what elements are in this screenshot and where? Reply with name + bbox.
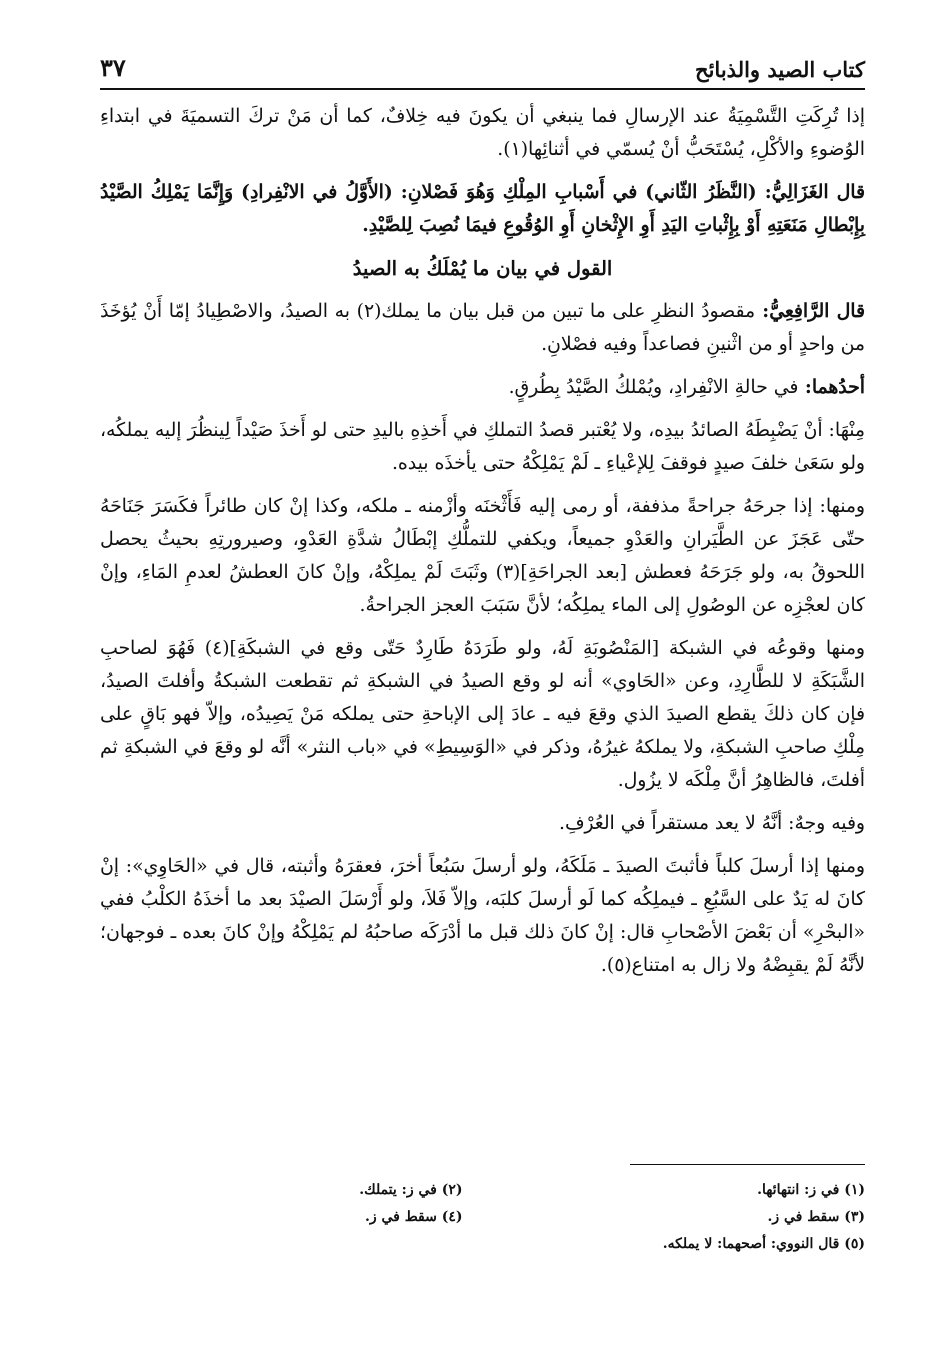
ghazali-lead: قال الغَزَالِيُّ: (756, 181, 865, 203)
paragraph-net: ومنها وقوعُه في الشبكة [المَنْصُوبَةِ لَهُ، ولو طَرَدَهُ طَارِدٌ حَتّى وقع في الشبكَةِ](٤) فَهُوَ لصاحبِ الشَّبَكَةِ لا للطَّارِدِ، وعن «الحَاوي» أنه لو وقع الصيدُ في الشبكةِ ثم تقطعت الشبكةُ وأفلتَ الصيدُ، فإن كان ذلكَ يقطع الصيدَ الذي وقعَ فيه ـ عادَ إلى الإباحةِ حتى يملكه مَنْ يَصِيدُه، وإلاّ فهو بَاقٍ على مِلْكِ صاحبِ الشبكةِ، ولا يملكهُ غيرُهُ، وذكر في «الوَسِيطِ» في «باب النثر» أنَّه لو وقعَ في الشبكةِ ثم أفلتَ، فالظاهِرُ أنَّ مِلْكَه لا يزُول. (100, 638, 865, 791)
footnote-1: (١) في ز: انتهائها. (757, 1182, 865, 1198)
paragraph-first (100, 371, 865, 404)
rafii-text: مقصودُ النظرِ على ما تبين من قبل بيان ما يملك(٢) به الصيدُ، والاصْطِيادُ إمّا أَنْ يُؤخَذَ من واحدٍ أو من اثْنينِ فصاعداً وفيه فصْلانِ. (100, 301, 865, 355)
paragraph-catch-by-hand: مِنْهَا: أنْ يَضْبِطَهُ الصائدُ بيدِه، ولا يُعْتبر قصدُ التملكِ في أَخذِهِ باليدِ حتى لو أَخذَ صَيْداً لِينظُرَ إليه يملكُه، ولو سَعَىٰ خلفَ صيدٍ فوقفَ لِلإعْياءِ ـ لَمْ يَمْلِكْهُ حتى يأخذَه بيده. (100, 420, 865, 474)
footnote-4: (٤) سقط في ز. (365, 1209, 463, 1225)
paragraph-1: إذا تُرِكَتِ التَّسْمِيَةُ عند الإرسالِ فما ينبغي أن يكونَ فيه خِلافٌ، كما أن مَنْ تركَ التسميَةَ في ابتداءِ الوُضوءِ والأكْلِ، يُسْتَحَبُّ أنْ يُسمّي في أثنائِها(١). (100, 106, 865, 160)
page-number: ٣٧ (100, 53, 126, 82)
footnote-3: (٣) سقط في ز. (767, 1209, 865, 1225)
running-title: كتاب الصيد والذبائح (695, 57, 865, 82)
page-header (100, 40, 865, 90)
first-lead: أحدُهما: (798, 376, 865, 398)
footnote-divider (630, 1164, 865, 1165)
section-heading: القول في بيان ما يُمْلَكُ به الصيدُ (352, 257, 613, 280)
footnotes (100, 1164, 865, 1258)
rafii-lead: قال الرَّافِعِيُّ: (755, 300, 865, 322)
footnote-5: (٥) قال النووي: أصحهما: لا يملكه. (662, 1236, 865, 1252)
footnote-2: (٢) في ز: يتملك. (359, 1182, 463, 1198)
paragraph-wounding: ومنها: إذا جرحَهُ جراحةً مذففة، أو رمى إليه فَأَثْخنَه وأزْمنه ـ ملكه، وكذا إنْ كان طائراً فكَسَرَ جَنَاحَهُ حتّى عَجَزَ عن الطَّيَرانِ والعَدْوِ جميعاً، ويكفي للتملُّكِ إبْطَالُ شدَّةِ العَدْوِ، وصيرورتِهِ بحيثُ يحصل اللحوقُ به، ولو جَرَحَهُ فعطش [بعد الجراحَةِ](٣) وثَبَتَ لَمْ يملِكْهُ، وإنْ كانَ العطشُ لعدمِ المَاءِ، وإنْ كان لعجْزِه عن الوصُولِ إلى الماء يملِكُه؛ لأنَّ سَبَبَ العجز الجراحةُ. (100, 496, 865, 616)
paragraph-ghazali (100, 176, 865, 242)
paragraph-rafii (100, 295, 865, 361)
first-text: في حالةِ الانْفِرادِ، ويُمْلكُ الصَّيْدُ بِطُرقٍ. (508, 377, 799, 398)
ghazali-quote: (النَّظَرُ الثّاني) في أَسْبابِ المِلْكِ وَهُوَ فَصْلانِ: (الأَوَّلُ في الانْفِرادِ) وَإِنَّمَا يَمْلِكُ الصَّيْدُ بِإِبْطالِ مَنَعَتِهِ أَوْ بِإِثْباتِ اليَدِ أَوِ الإِثْخانِ أَوِ الوُقُوعِ فيمَا نُصِبَ لِلصَّيْدِ. (100, 181, 865, 236)
page-body (100, 100, 865, 982)
paragraph-dog: ومنها إذا أرسلَ كلباً فأثبتَ الصيدَ ـ مَلَكَهُ، ولو أرسلَ سَبُعاً أخرَ، فعقرَهُ وأثبته، قال في «الحَاوِي»: إنْ كانَ له يَدٌ على السَّبُعِ ـ فيملِكُه كما لَو أرسلَ كلبَه، وإلاّ فَلاَ، ولو أَرْسَلَ الصيْدَ بعد ما أخذَهُ الكلْبُ ففي «البحْرِ» أن بَعْضَ الأصْحابِ قال: إنْ كانَ ذلك قبل ما أدْرَكَه صاحبُهُ لم يَمْلِكْهُ وإنْ كانَ بعده ـ فوجهان؛ لأنَّهُ لَمْ يقبِضْهُ ولا زال به امتناع(٥). (100, 856, 865, 976)
paragraph-custom: وفيه وجهٌ: أنَّهُ لا يعد مستقراً في العُرْفِ. (558, 813, 865, 834)
